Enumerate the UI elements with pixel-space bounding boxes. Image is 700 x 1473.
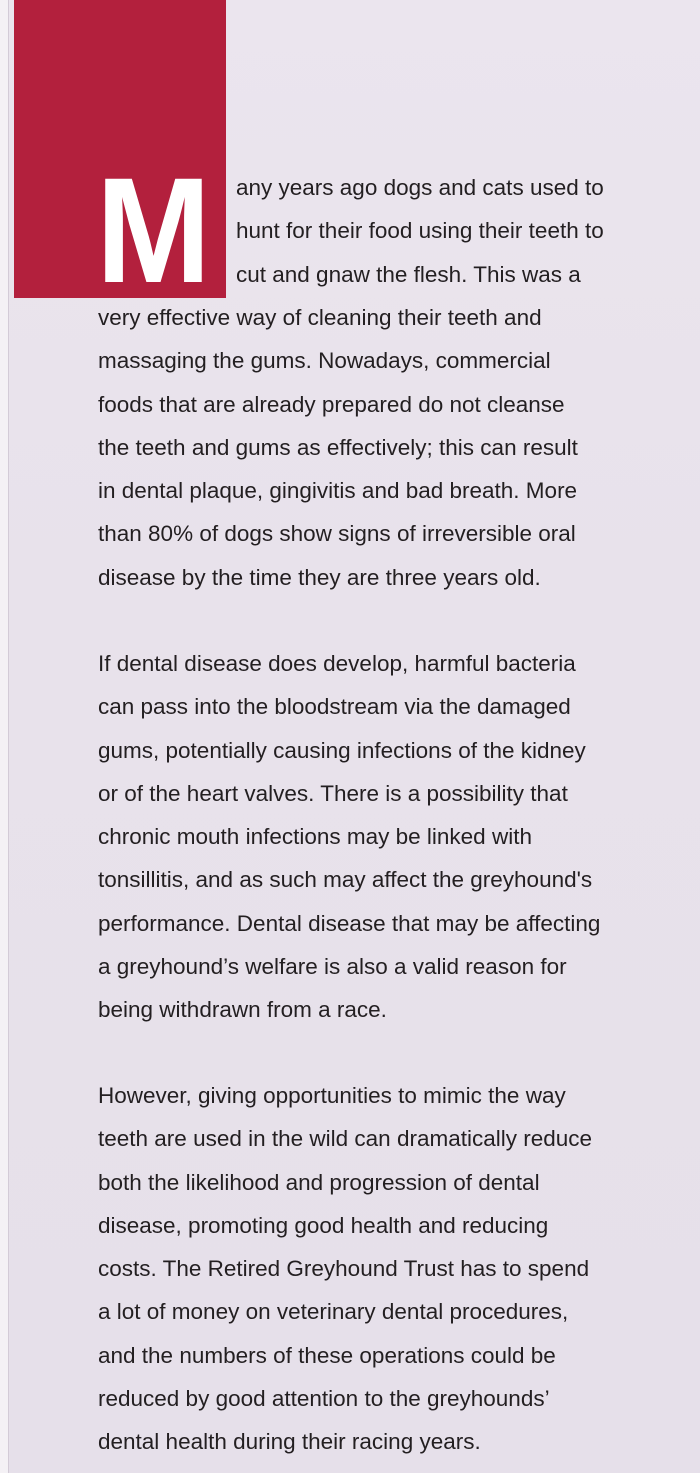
text-line: a lot of money on veterinary dental procedures,: [98, 1299, 569, 1325]
text-line: dental health during their racing years.: [98, 1429, 481, 1455]
text-line: hunt for their food using their teeth to: [236, 218, 604, 244]
text-line: and the numbers of these operations could be: [98, 1342, 556, 1368]
text-line: a greyhound’s welfare is also a valid reason for: [98, 954, 567, 980]
paragraph-2: [98, 642, 600, 1032]
page-edge: [0, 0, 9, 1473]
text-line: If dental disease does develop, harmful bacteria: [98, 651, 576, 676]
text-line: tonsillitis, and as such may affect the greyhound's: [98, 867, 593, 893]
text-line: performance. Dental disease that may be affecting: [98, 910, 601, 936]
text-line: chronic mouth infections may be linked with: [98, 824, 532, 850]
text-line: very effective way of cleaning their teeth and: [98, 305, 542, 330]
text-line: any years ago dogs and cats used to: [236, 175, 604, 200]
text-line: disease by the time they are three years old.: [98, 564, 541, 590]
text-line: foods that are already prepared do not cleanse: [98, 391, 565, 417]
text-line: cut and gnaw the flesh. This was a: [236, 261, 581, 287]
paragraph-1-intro: [236, 166, 604, 296]
text-line: reduced by good attention to the greyhounds’: [98, 1386, 550, 1412]
text-line: disease, promoting good health and reducing: [98, 1212, 549, 1238]
text-line: teeth are used in the wild can dramatically reduce: [98, 1126, 593, 1152]
text-line: being withdrawn from a race.: [98, 997, 387, 1023]
text-line: both the likelihood and progression of dental: [98, 1169, 540, 1195]
text-line: or of the heart valves. There is a possibility that: [98, 780, 568, 806]
text-line: the teeth and gums as effectively; this can result: [98, 434, 578, 460]
text-line: gums, potentially causing infections of the kidney: [98, 737, 586, 763]
text-line: can pass into the bloodstream via the damaged: [98, 694, 571, 720]
text-line: in dental plaque, gingivitis and bad breath. More: [98, 478, 578, 504]
text-line: costs. The Retired Greyhound Trust has to spend: [98, 1256, 590, 1282]
text-line: than 80% of dogs show signs of irreversible oral: [98, 521, 576, 547]
text-line: However, giving opportunities to mimic the way: [98, 1083, 566, 1108]
paragraph-3: [98, 1074, 592, 1464]
text-line: massaging the gums. Nowadays, commercial: [98, 348, 551, 374]
paragraph-1-body: [98, 296, 578, 599]
drop-cap-letter: M: [96, 172, 208, 288]
